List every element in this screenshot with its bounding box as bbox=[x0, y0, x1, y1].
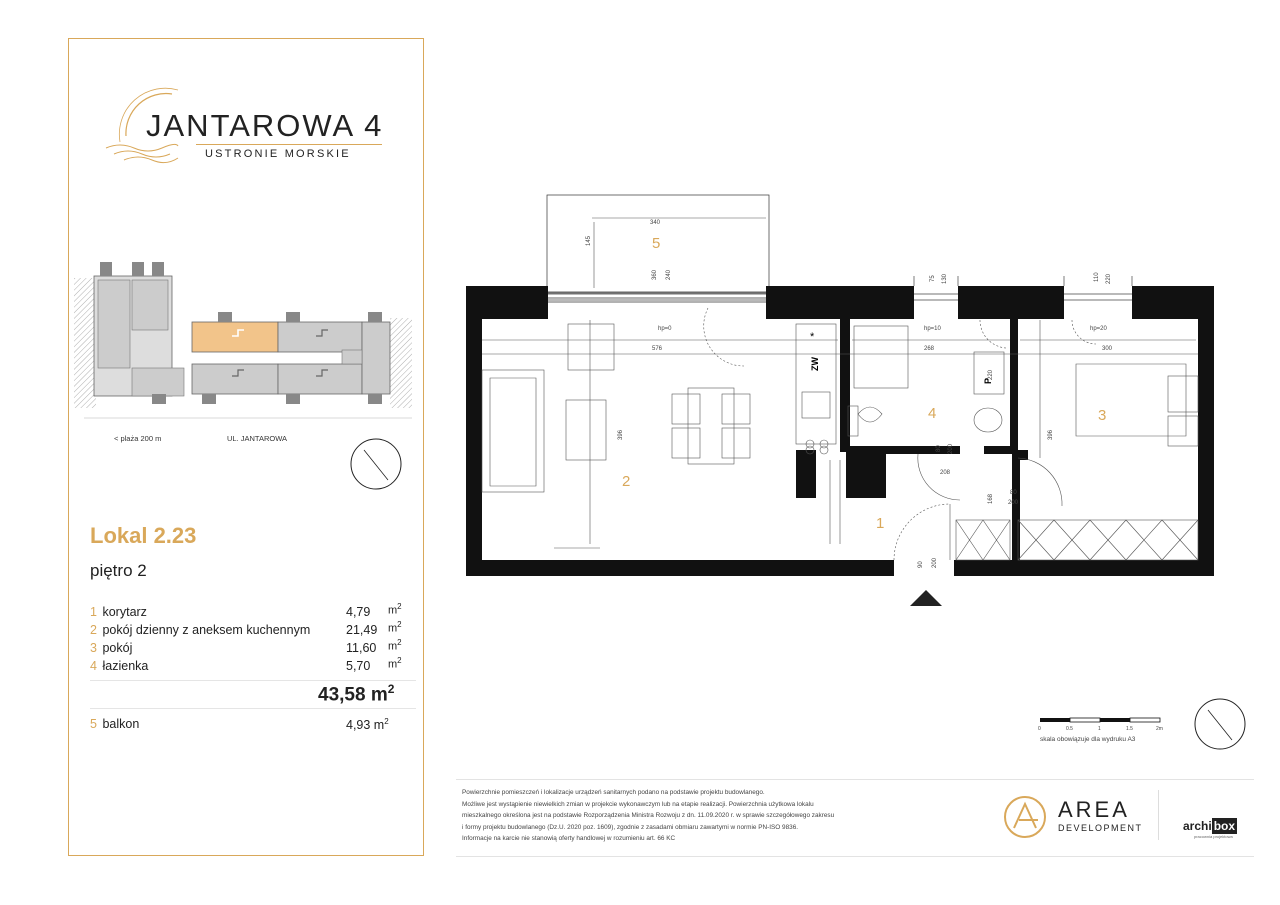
archibox-logo-subtitle: pracownia projektowa bbox=[1194, 834, 1233, 839]
room-label-2: 2 bbox=[622, 473, 631, 490]
brand-title: JANTAROWA 4 bbox=[146, 108, 384, 143]
room-label-5: 5 bbox=[652, 235, 661, 252]
unit-floor: piętro 2 bbox=[90, 561, 147, 580]
room-row: 3 pokój 11,60 $m^2$ bbox=[90, 638, 402, 655]
brand-divider bbox=[196, 144, 382, 145]
dim-label: 340 bbox=[650, 220, 661, 226]
room-row: 1 korytarz 4,79 $m^2$ bbox=[90, 602, 402, 619]
scale-bar bbox=[1038, 714, 1168, 734]
area-logo-text: AREA bbox=[1058, 797, 1130, 822]
brand-subtitle: USTRONIE MORSKIE bbox=[205, 148, 351, 160]
dim-label: 75 bbox=[930, 275, 936, 282]
room-row: 2 pokój dzienny z aneksem kuchennym 21,49 $m^2$ bbox=[90, 620, 402, 637]
room-label-4: 4 bbox=[928, 405, 937, 422]
dim-label: 80 bbox=[936, 445, 942, 452]
compass-icon bbox=[1192, 696, 1248, 752]
total-area: 43,58 $m^2$ bbox=[318, 682, 395, 706]
divider bbox=[90, 708, 416, 709]
dim-label: 130 bbox=[942, 273, 948, 284]
scale-caption: skala obowiązuje dla wydruku A3 bbox=[1040, 736, 1136, 743]
dim-label: 200 bbox=[932, 557, 938, 568]
scale-tick: 2m bbox=[1156, 726, 1163, 732]
p-label: P bbox=[983, 377, 993, 384]
divider bbox=[90, 680, 416, 681]
dim-label: 110 bbox=[1094, 272, 1100, 282]
logo-divider bbox=[1158, 790, 1159, 840]
scale-tick: 0.5 bbox=[1066, 726, 1073, 732]
dim-label: 200 bbox=[1008, 500, 1019, 506]
dim-label: 268 bbox=[924, 346, 935, 352]
dim-label: 576 bbox=[652, 346, 663, 352]
dim-label: hp=0 bbox=[658, 326, 672, 332]
footer-divider bbox=[456, 856, 1254, 857]
room-row: 4 łazienka 5,70 $m^2$ bbox=[90, 656, 402, 673]
dim-label: 240 bbox=[666, 269, 672, 280]
dim-label: 90 bbox=[918, 561, 924, 568]
archibox-logo: archi box bbox=[1183, 819, 1236, 833]
dim-label: hp=20 bbox=[1090, 326, 1107, 332]
dim-label: 200 bbox=[948, 443, 954, 454]
disclaimer: Powierzchnie pomieszczeń i lokalizacje urządzeń sanitarnych podano na podstawie projektu budowlanego. Możliwe jest wystąpienie niewielkich zmian w projekcie wykonawczym lub na etapie realizacji. Powierzchnia użytkowa lokalu mieszkalnego określona jest na podstawie Rozporządzenia Ministra Rozwoju z dn. 11.09.2020 r. w sprawie szczegółowego zakresu i formy projektu budowlanego (Dz.U. 2020 poz. 1609), zgodnie z zasadami obmiaru zawartymi w normie PN-ISO 9836. Informacje na karcie nie stanowią oferty handlowej w rozumieniu art. 66 KC bbox=[462, 789, 835, 843]
scale-tick: 1 bbox=[1098, 726, 1101, 732]
floor-plan bbox=[440, 188, 1240, 618]
footer-divider bbox=[456, 779, 1254, 780]
compass-icon bbox=[348, 436, 404, 492]
dim-label: hp=10 bbox=[924, 326, 941, 332]
area-logo-subtitle: DEVELOPMENT bbox=[1058, 823, 1143, 833]
dim-label: 396 bbox=[618, 429, 624, 440]
balcony-row: 5 balkon 4,93 $m^2$ bbox=[90, 717, 389, 733]
site-plan bbox=[72, 258, 418, 424]
dim-label: 396 bbox=[1048, 429, 1054, 440]
scale-tick: 0 bbox=[1038, 726, 1041, 732]
beach-distance-label: < plaża 200 m bbox=[114, 434, 162, 443]
dim-label: 145 bbox=[586, 235, 592, 246]
dim-label: 168 bbox=[988, 493, 994, 504]
dim-label: 360 bbox=[652, 269, 658, 280]
room-label-3: 3 bbox=[1098, 407, 1107, 424]
zw-label: ZW bbox=[810, 357, 820, 371]
dim-label: 220 bbox=[1106, 273, 1112, 284]
street-label: UL. JANTAROWA bbox=[227, 434, 288, 443]
dim-label: 208 bbox=[940, 470, 951, 476]
unit-name: Lokal 2.23 bbox=[90, 523, 197, 548]
dim-label: 300 bbox=[1102, 346, 1113, 352]
dim-label: 220 bbox=[988, 369, 994, 380]
dim-label: 80 bbox=[1010, 490, 1017, 496]
area-logo-icon bbox=[1002, 794, 1048, 840]
room-label-1: 1 bbox=[876, 515, 885, 532]
scale-tick: 1.5 bbox=[1126, 726, 1133, 732]
star-label: * bbox=[810, 331, 815, 343]
